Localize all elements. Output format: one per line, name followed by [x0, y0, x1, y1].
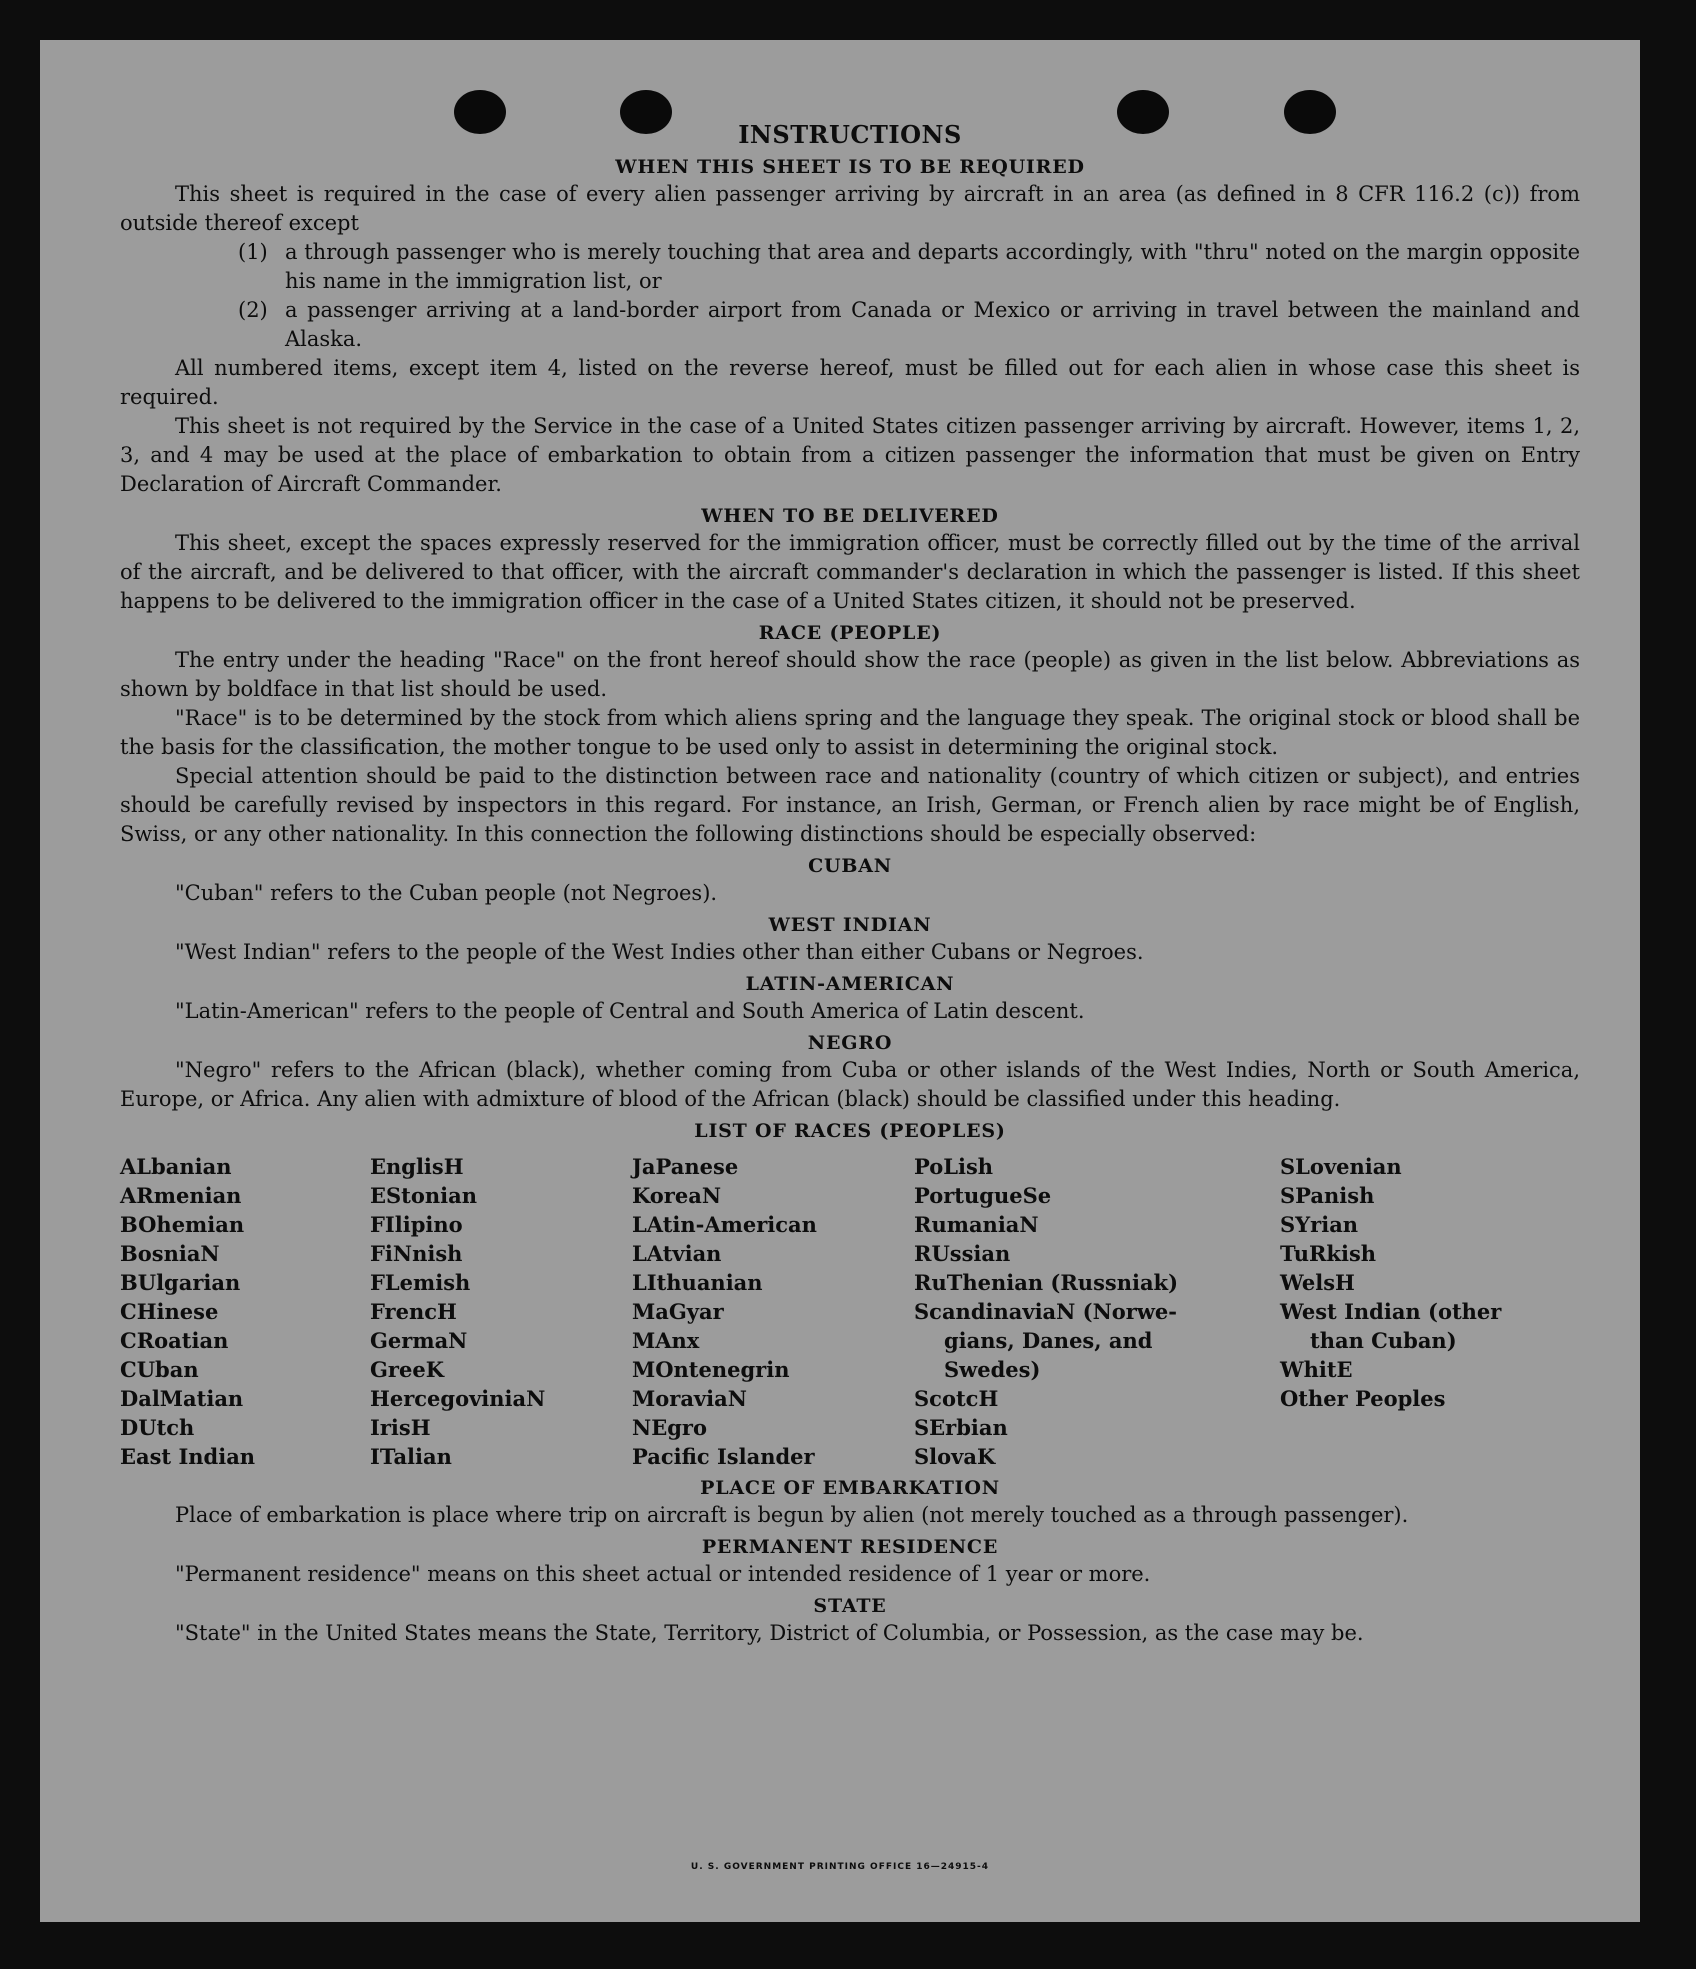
item-text: a passenger arriving at a land-border airport from Canada or Mexico or arriving in travel between the mainland and Alaska. [285, 298, 1580, 351]
race-entry: RuThenian (Russniak) [914, 1270, 1179, 1295]
race-entry: IrisH [370, 1415, 431, 1440]
paragraph: "Negro" refers to the African (black), whether coming from Cuba or other islands of the West Indies, North or South America, Europe, or Africa. Any alien with admixture of blood of the African (black) should be classified under this heading. [120, 1058, 1580, 1111]
paragraph: This sheet is not required by the Service in the case of a United States citizen passenger arriving by aircraft. However, items 1, 2, 3, and 4 may be used at the place of embarkation to obtain from a citizen passenger the information that must be given on Entry Declaration of Aircraft Commander. [120, 414, 1580, 496]
race-entry: CUban [120, 1357, 199, 1382]
race-entry: ALbanian [120, 1154, 232, 1179]
race-entry: WhitE [1280, 1357, 1353, 1382]
section-heading: PERMANENT RESIDENCE [701, 1536, 999, 1558]
paragraph: "West Indian" refers to the people of the West Indies other than either Cubans or Negroes. [175, 940, 1144, 964]
race-entry: KoreaN [632, 1183, 722, 1208]
document-sheet [40, 40, 1640, 1922]
race-entry: RUssian [914, 1241, 1011, 1266]
race-entry: DUtch [120, 1415, 195, 1440]
race-entry: Other Peoples [1280, 1386, 1446, 1411]
race-entry: HercegoviniaN [370, 1386, 546, 1411]
race-entry: TuRkish [1280, 1241, 1377, 1266]
race-entry: CRoatian [120, 1328, 229, 1353]
race-entry: SlovaK [914, 1444, 996, 1469]
item-text: a through passenger who is merely touching that area and departs accordingly, with "thru" noted on the margin opposite his name in the immigration list, or [285, 240, 1580, 293]
section-heading: STATE [813, 1595, 887, 1617]
paragraph: This sheet, except the spaces expressly reserved for the immigration officer, must be correctly filled out by the time of the arrival of the aircraft, and be delivered to that officer, with the aircraft commander's declaration in which the passenger is listed. If this sheet happens to be delivered to the immigration officer in the case of a United States citizen, it should not be preserved. [120, 531, 1580, 613]
race-entry: Swedes) [944, 1357, 1041, 1382]
race-entry: ScotcH [914, 1386, 999, 1411]
race-entry: East Indian [120, 1444, 256, 1469]
race-entry: DalMatian [120, 1386, 244, 1411]
race-entry: FiNnish [370, 1241, 463, 1266]
race-entry: LIthuanian [632, 1270, 763, 1295]
race-entry: LAtvian [632, 1241, 722, 1266]
section-heading: PLACE OF EMBARKATION [700, 1477, 1000, 1499]
race-entry: MOntenegrin [632, 1357, 790, 1382]
race-entry: MoraviaN [632, 1386, 747, 1411]
paragraph: This sheet is required in the case of every alien passenger arriving by aircraft in an area (as defined in 8 CFR 116.2 (c)) from outside thereof except [120, 182, 1580, 235]
paragraph: Special attention should be paid to the distinction between race and nationality (country of which citizen or subject), and entries should be carefully revised by inspectors in this regard. For instance, an Irish, German, or French alien by race might be of English, Swiss, or any other nationality. In this connection the following distinctions should be especially observed: [120, 764, 1580, 846]
race-entry: ITalian [370, 1444, 452, 1469]
section-heading: LIST OF RACES (PEOPLES) [694, 1120, 1006, 1142]
section-heading: LATIN-AMERICAN [745, 973, 955, 995]
race-column [370, 1152, 632, 1471]
race-entry: BOhemian [120, 1212, 245, 1237]
race-list [120, 1152, 1580, 1471]
race-entry: BUlgarian [120, 1270, 241, 1295]
item-number: (1) [238, 240, 268, 264]
race-entry: NEgro [632, 1415, 707, 1440]
race-entry: MAnx [632, 1328, 700, 1353]
paragraph: The entry under the heading "Race" on the front hereof should show the race (people) as given in the list below. Abbreviations as shown by boldface in that list should be used. [120, 648, 1580, 701]
race-entry: MaGyar [632, 1299, 724, 1324]
paragraph: "Latin-American" refers to the people of Central and South America of Latin descent. [175, 999, 1085, 1023]
race-entry: PortugueSe [914, 1183, 1052, 1208]
race-entry: SLovenian [1280, 1154, 1402, 1179]
race-entry: EnglisH [370, 1154, 464, 1179]
race-entry: EStonian [370, 1183, 477, 1208]
numbered-item [120, 238, 1580, 296]
race-entry: LAtin-American [632, 1212, 817, 1237]
race-entry: SPanish [1280, 1183, 1375, 1208]
race-column [120, 1152, 370, 1471]
race-entry: WelsH [1280, 1270, 1355, 1295]
item-number: (2) [238, 298, 268, 322]
race-entry: RumaniaN [914, 1212, 1039, 1237]
paragraph: Place of embarkation is place where trip on aircraft is begun by alien (not merely touched as a through passenger). [175, 1503, 1409, 1527]
race-entry: FrencH [370, 1299, 457, 1324]
section-heading: WHEN THIS SHEET IS TO BE REQUIRED [615, 156, 1085, 178]
race-entry: JaPanese [632, 1154, 739, 1179]
race-entry: than Cuban) [1310, 1328, 1457, 1353]
race-entry: PoLish [914, 1154, 994, 1179]
race-entry: CHinese [120, 1299, 219, 1324]
page-title: INSTRUCTIONS [738, 120, 962, 149]
race-column [632, 1152, 914, 1471]
section-heading: RACE (PEOPLE) [758, 622, 942, 644]
instructions-body [120, 120, 1580, 1648]
race-entry: GreeK [370, 1357, 444, 1382]
race-entry: FLemish [370, 1270, 471, 1295]
printing-office-footer: U. S. GOVERNMENT PRINTING OFFICE 16—24915-4 [690, 1862, 990, 1872]
race-entry: ScandinaviaN (Norwe- [914, 1299, 1178, 1324]
section-heading: NEGRO [807, 1032, 893, 1054]
race-entry: FIlipino [370, 1212, 463, 1237]
section-heading: CUBAN [808, 855, 892, 877]
paragraph: "Permanent residence" means on this sheet actual or intended residence of 1 year or more. [175, 1562, 1151, 1586]
race-entry: Pacific Islander [632, 1444, 815, 1469]
race-entry: GermaN [370, 1328, 468, 1353]
race-column [914, 1152, 1280, 1471]
section-heading: WEST INDIAN [768, 914, 932, 936]
race-entry: SYrian [1280, 1212, 1359, 1237]
paragraph: "Cuban" refers to the Cuban people (not Negroes). [175, 881, 718, 905]
section-heading: WHEN TO BE DELIVERED [701, 505, 999, 527]
race-entry: ARmenian [120, 1183, 242, 1208]
paragraph: "Race" is to be determined by the stock from which aliens spring and the language they speak. The original stock or blood shall be the basis for the classification, the mother tongue to be used only to assist in determining the original stock. [120, 706, 1580, 759]
paragraph: All numbered items, except item 4, listed on the reverse hereof, must be filled out for each alien in whose case this sheet is required. [120, 356, 1580, 409]
race-entry: gians, Danes, and [944, 1328, 1153, 1353]
race-entry: West Indian (other [1280, 1299, 1502, 1324]
race-column [1280, 1152, 1560, 1471]
paragraph: "State" in the United States means the State, Territory, District of Columbia, or Possession, as the case may be. [175, 1621, 1364, 1645]
race-entry: SErbian [914, 1415, 1008, 1440]
numbered-item [120, 296, 1580, 354]
race-entry: BosniaN [120, 1241, 220, 1266]
